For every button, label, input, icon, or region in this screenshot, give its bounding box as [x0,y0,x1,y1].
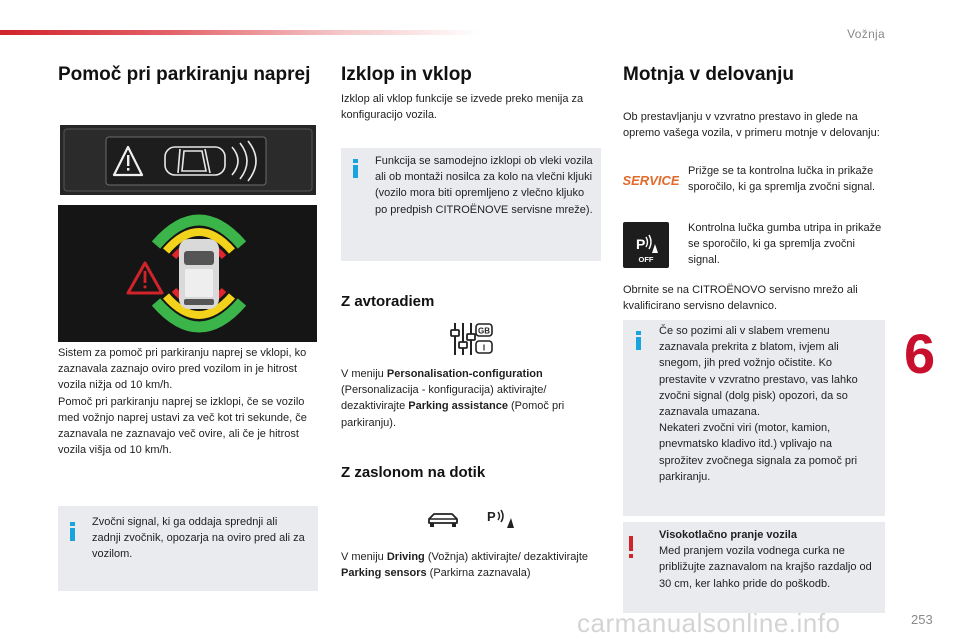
middle-intro: Izklop ali vklop funkcije se izvede preko menija za konfiguracijo vozila. [341,93,584,122]
middle-info-text: Funkcija se samodejno izklopi ob vleki vozila ali ob montaži nosilca za kolo na vlečni kljuki (vozilo mora biti opremljeno z vlečno kljuko po predpish CITROËNOVE servisne mreže). [375,155,593,216]
section-name: Vožnja [847,27,885,41]
left-title: Pomoč pri parkiranju naprej [58,64,311,85]
warning-triangle-icon [128,263,162,293]
left-info-text: Zvočni signal, ki ga oddaja sprednji ali zadnji zvočnik, opozarja na oviro pred ali za vozilom. [92,516,305,561]
parking-sensor-icon [487,508,515,530]
info-icon [353,165,358,178]
left-info-box [58,506,318,591]
right-info-text: Če so pozimi ali v slabem vremenu zaznavala prekrita z blatom, ivjem ali snegom, jih pred vožnjo očistite. Ko prestavite v vzvratno prestavo, vas lahko zvočni signal (dolg pisk) opozori, da so zaznavala umazana. Nekateri zvočni viri (motor, kamion, pnevmatsko kladivo itd.) vplivajo na sprožitev zvočnega signala za pomoč pri parkiranju. [659,325,858,483]
watermark: carmanualsonline.info [577,608,841,638]
chapter-number: 6 [904,322,936,385]
middle-title: Izklop in vklop [341,64,472,85]
right-intro: Ob prestavljanju v vzvratno prestavo in glede na opremo vašega vozila, v primeru motnje v delovanju: [623,111,880,140]
svg-text:P: P [636,236,646,252]
warning-exclamation-icon [629,536,633,551]
svg-text:SERVICE: SERVICE [623,173,679,188]
svg-text:I: I [482,343,486,353]
right-advice: Obrnite se na CITROËNOVO servisno mrežo ali kvalificirano servisno delavnico. [623,284,858,313]
right-title: Motnja v delovanju [623,64,795,85]
sensor-zones-illustration [58,205,317,342]
warning-text: Visokotlačno pranje vozila Med pranjem vozila vodnega curka ne približujte zaznavalom na krajšo razdaljo od 30 cm, ker lahko pride do poškodb. [659,529,872,590]
right-info-box [623,320,885,516]
info-icon [70,528,75,541]
left-body-text: Sistem za pomoč pri parkiranju naprej se vklopi, ko zaznavala zaznajo oviro pred vozilom in je hitrost vozila nižja od 10 km/h. Pomoč pri parkiranju naprej se izklopi, če se vozilo med vožnjo naprej ustavi za več kot tri sekunde, če zaznavala ne zaznavajo več ovire, ali če je hitrost vozila višja od 10 km/h. [58,347,307,457]
radio-settings-icon [450,320,494,358]
touchscreen-instructions: V meniju Driving (Vožnja) aktivirajte/ dezaktivirajte Parking sensors (Parkirna zaznavala) [341,551,588,580]
warning-box [623,522,885,613]
parking-off-text: Kontrolna lučka gumba utripa in prikaže se sporočilo, ki ga spremlja zvočni signal. [688,222,882,267]
touchscreen-heading: Z zaslonom na dotik [341,464,486,481]
chapter-accent-bar [0,30,480,35]
radio-heading: Z avtoradiem [341,293,435,310]
svg-text:P: P [487,509,496,524]
service-text: Prižge se ta kontrolna lučka in prikaže sporočilo, ki ga spremlja zvočni signal. [688,165,876,194]
car-icon [426,510,460,530]
service-warning-icon [623,170,679,190]
radio-instructions: V meniju Personalisation-configuration (Personalizacija - konfiguracija) aktivirajte/ dezaktivirajte Parking assistance (Pomoč pri parkiranju). [341,368,565,429]
svg-text:GB: GB [478,326,490,336]
info-icon [636,337,641,350]
parking-display-illustration [60,125,316,195]
middle-info-box [341,148,601,261]
page-number: 253 [911,612,933,627]
parking-off-button-icon [623,222,669,268]
car-body-icon [179,239,219,309]
svg-text:OFF: OFF [638,255,654,264]
